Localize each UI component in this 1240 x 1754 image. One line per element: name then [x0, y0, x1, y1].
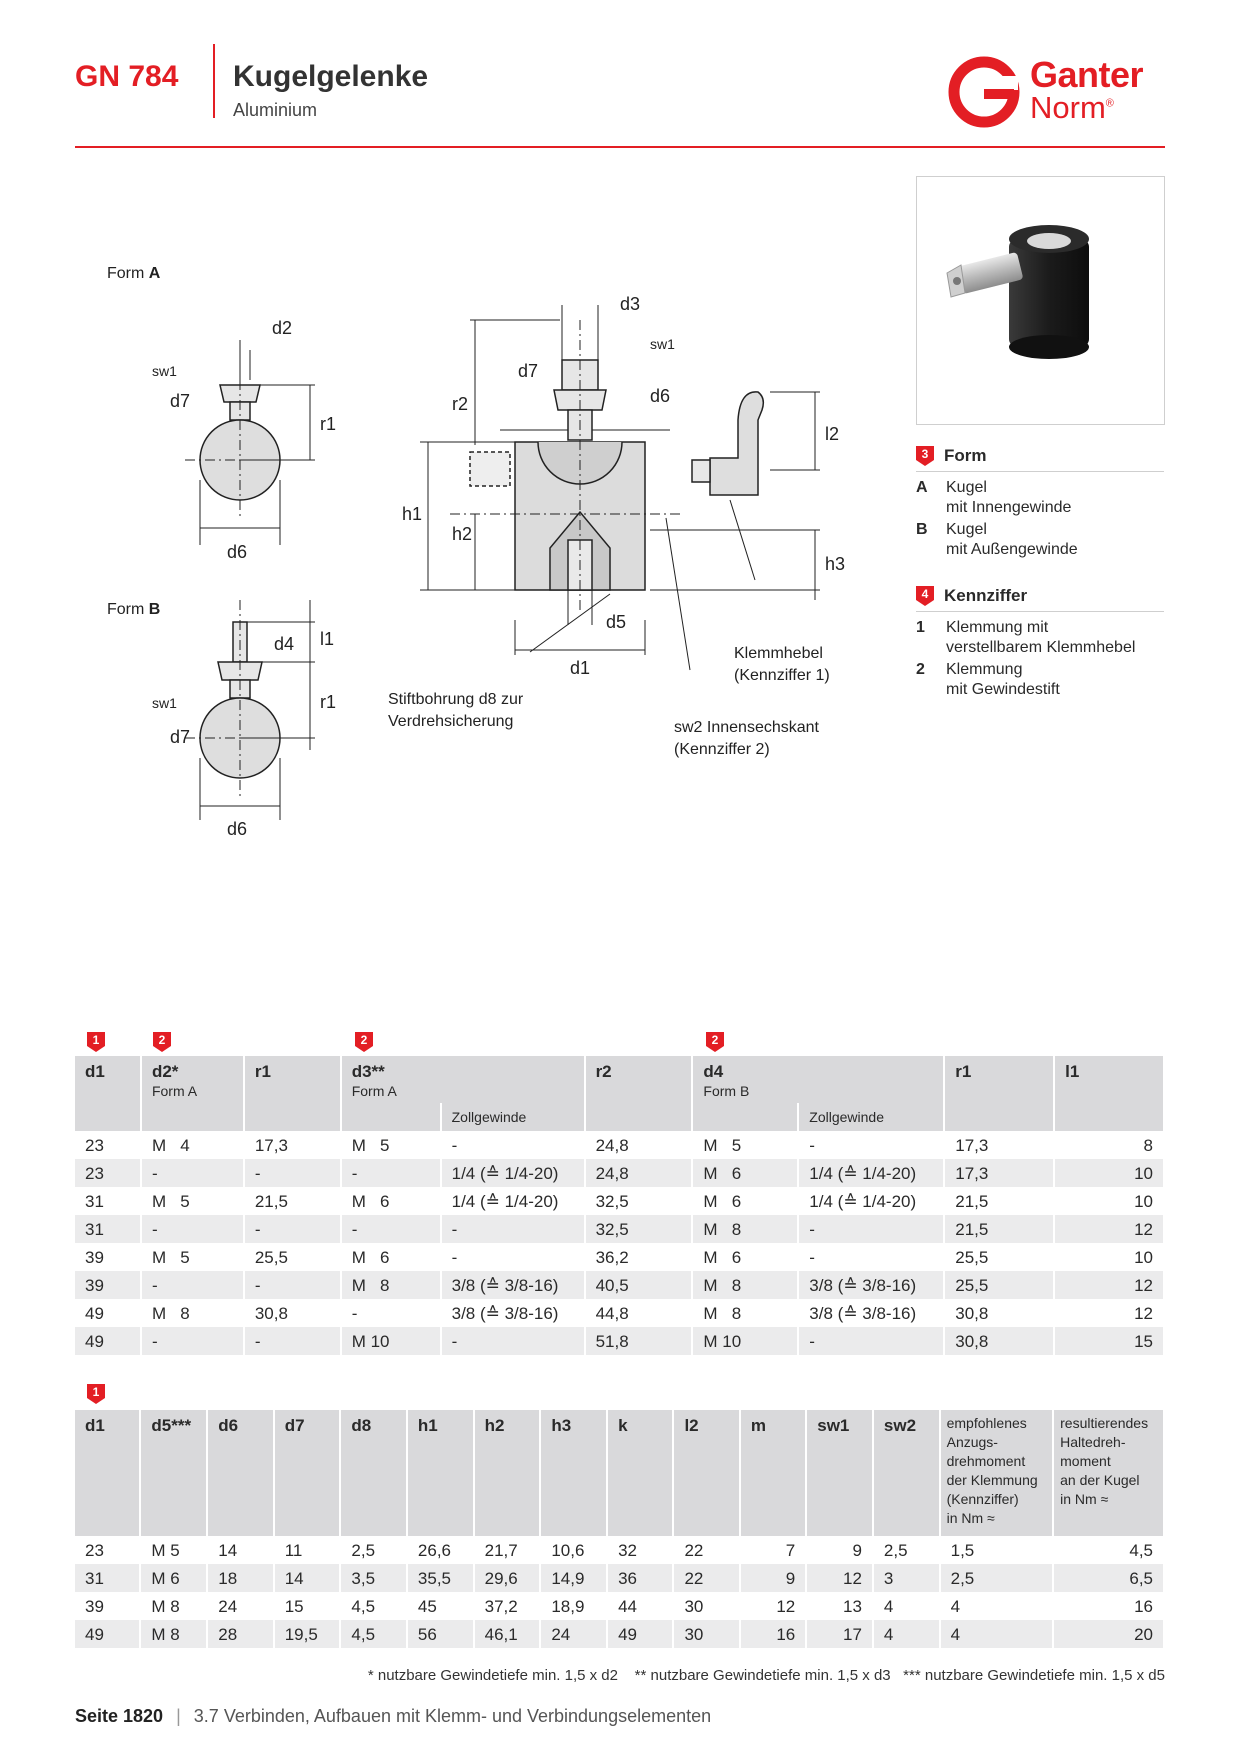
table-cell: M 6: [140, 1564, 207, 1592]
table-cell: 30,8: [944, 1327, 1054, 1355]
table-cell: -: [141, 1271, 244, 1299]
col-d3: d3** Form A: [341, 1056, 585, 1103]
table-row: [75, 1243, 1164, 1271]
table-cell: 30: [673, 1592, 739, 1620]
col2-d5: d5***: [140, 1410, 207, 1536]
table-cell: 8: [1054, 1131, 1164, 1159]
table-cell: -: [244, 1327, 341, 1355]
table-cell: M 5: [141, 1187, 244, 1215]
table-cell: 12: [1054, 1299, 1164, 1327]
table-cell: 21,5: [944, 1215, 1054, 1243]
brand-name-line1: Ganter: [1030, 54, 1144, 95]
table-cell: 25,5: [244, 1243, 341, 1271]
table-cell: M 6: [341, 1243, 441, 1271]
table-cell: 36: [607, 1564, 673, 1592]
legend-item: A Kugel mit Innengewinde: [916, 479, 1072, 516]
table-cell: 2,5: [873, 1536, 940, 1564]
table-cell: 1/4 (≙ 1/4-20): [798, 1187, 944, 1215]
table-cell: 39: [75, 1592, 140, 1620]
table-cell: 4,5: [1053, 1536, 1164, 1564]
table-cell: 17: [806, 1620, 873, 1648]
leader-line: [530, 594, 610, 652]
dim-label-h1: h1: [402, 504, 423, 524]
dim-label-d2: d2: [272, 318, 293, 338]
table-cell: 1/4 (≙ 1/4-20): [441, 1187, 585, 1215]
table-cell: M 8: [141, 1299, 244, 1327]
table-cell: 17,3: [944, 1159, 1054, 1187]
table-cell: 30,8: [244, 1299, 341, 1327]
callout-stiftbohrung-line2: Verdrehsicherung: [388, 713, 514, 730]
legend-kennziffer-header: [916, 586, 1164, 612]
callout-klemmhebel-line2: (Kennziffer 1): [734, 667, 830, 684]
col-d4-metric: [692, 1103, 798, 1131]
table-cell: M 5: [140, 1536, 207, 1564]
table-cell: 56: [407, 1620, 474, 1648]
dim-label-sw1: sw1: [152, 363, 177, 379]
marker-badge-icon: 1: [87, 1032, 105, 1052]
table-cell: 4: [940, 1620, 1054, 1648]
table-cell: 10: [1054, 1187, 1164, 1215]
col2-h2: h2: [474, 1410, 541, 1536]
table-cell: 14: [274, 1564, 341, 1592]
col-l1: l1: [1054, 1056, 1164, 1131]
col2-d8: d8: [340, 1410, 407, 1536]
page-subtitle: Aluminium: [233, 100, 318, 120]
table-cell: 3/8 (≙ 3/8-16): [441, 1271, 585, 1299]
table1-badge: [706, 1032, 734, 1057]
col2-d1: d1: [75, 1410, 140, 1536]
table-cell: 3/8 (≙ 3/8-16): [441, 1299, 585, 1327]
table-cell: 4,5: [340, 1592, 407, 1620]
table-cell: 4,5: [340, 1620, 407, 1648]
footnote-2: ** nutzbare Gewindetiefe min. 1,5 x d3: [634, 1667, 891, 1684]
table-cell: 16: [1053, 1592, 1164, 1620]
col-d2: d2* Form A: [141, 1056, 244, 1131]
col2-sw2: sw2: [873, 1410, 940, 1536]
table-cell: 12: [740, 1592, 806, 1620]
table-cell: M 10: [341, 1327, 441, 1355]
col-r2: r2: [585, 1056, 693, 1131]
table1-body: [75, 1131, 1164, 1355]
table-cell: 11: [274, 1536, 341, 1564]
table-cell: 30: [673, 1620, 739, 1648]
dim-label-r2: r2: [452, 394, 469, 414]
table-cell: -: [441, 1215, 585, 1243]
table-cell: M 4: [141, 1131, 244, 1159]
col2-torque-ball: resultierendes Haltedreh- moment an der Kugel in Nm ≈: [1053, 1410, 1164, 1536]
table-cell: 18: [207, 1564, 273, 1592]
table-cell: 22: [673, 1564, 739, 1592]
table-cell: 21,5: [244, 1187, 341, 1215]
col2-d6: d6: [207, 1410, 273, 1536]
table-cell: -: [341, 1215, 441, 1243]
table-cell: 30,8: [944, 1299, 1054, 1327]
dim-label-l1: l1: [320, 629, 335, 649]
col2-k: k: [607, 1410, 673, 1536]
dimensions-table-2: [75, 1410, 1165, 1648]
col-r1b: r1: [944, 1056, 1054, 1131]
table-cell: -: [441, 1243, 585, 1271]
table-cell: 31: [75, 1564, 140, 1592]
technical-drawings: [90, 265, 890, 920]
table-cell: 49: [75, 1620, 140, 1648]
table-cell: M 5: [341, 1131, 441, 1159]
dim-label-d1: d1: [570, 658, 591, 678]
table-cell: 13: [806, 1592, 873, 1620]
dim-label-r1: r1: [320, 414, 337, 434]
table-cell: 3/8 (≙ 3/8-16): [798, 1271, 944, 1299]
table-cell: -: [341, 1299, 441, 1327]
table-cell: 32: [607, 1536, 673, 1564]
table-cell: 49: [75, 1299, 141, 1327]
dim-label-d6-main: d6: [650, 386, 671, 406]
table-cell: 14,9: [540, 1564, 607, 1592]
table-row: [75, 1327, 1164, 1355]
table-cell: 31: [75, 1215, 141, 1243]
marker-badge-icon: 2: [706, 1032, 724, 1052]
dim-label-r1-b: r1: [320, 692, 337, 712]
dim-label-sw1-main: sw1: [650, 336, 675, 352]
page-number: Seite 1820: [75, 1706, 164, 1726]
table1-badge: [153, 1032, 181, 1057]
table-cell: 37,2: [474, 1592, 541, 1620]
table-cell: M 8: [692, 1271, 798, 1299]
table-cell: 44,8: [585, 1299, 693, 1327]
table-cell: -: [798, 1215, 944, 1243]
table-cell: -: [798, 1327, 944, 1355]
table-cell: 23: [75, 1131, 141, 1159]
dim-label-d6: d6: [227, 542, 248, 562]
table-cell: 22: [673, 1536, 739, 1564]
legend-item: 2 Klemmung mit Gewindestift: [916, 661, 1060, 698]
table-row: [75, 1564, 1164, 1592]
callout-klemmhebel-line1: Klemmhebel: [734, 645, 823, 662]
table-cell: 31: [75, 1187, 141, 1215]
col2-l2: l2: [673, 1410, 739, 1536]
table1-badge: [355, 1032, 383, 1057]
table-cell: 17,3: [944, 1131, 1054, 1159]
legend-item: B Kugel mit Außengewinde: [916, 521, 1078, 558]
dim-label-d7-b: d7: [170, 727, 191, 747]
legend-item: 1 Klemmung mit verstellbarem Klemmhebel: [916, 619, 1136, 656]
ganter-logo-icon: [948, 56, 1020, 128]
table-cell: 3,5: [340, 1564, 407, 1592]
table-cell: M 10: [692, 1327, 798, 1355]
callout-stiftbohrung-line1: Stiftbohrung d8 zur: [388, 691, 524, 708]
table-cell: 10: [1054, 1243, 1164, 1271]
table1-badge: [87, 1032, 115, 1057]
table-cell: 3/8 (≙ 3/8-16): [798, 1299, 944, 1327]
table-cell: 3: [873, 1564, 940, 1592]
col-d3-zoll: Zollgewinde: [441, 1103, 585, 1131]
callout-sw2-line2: (Kennziffer 2): [674, 741, 770, 758]
table-cell: 1/4 (≙ 1/4-20): [798, 1159, 944, 1187]
marker-badge-icon: 1: [87, 1384, 105, 1404]
table-cell: 4: [940, 1592, 1054, 1620]
col-d4: d4 Form B: [692, 1056, 944, 1103]
table-cell: 15: [1054, 1327, 1164, 1355]
table-cell: 24,8: [585, 1131, 693, 1159]
leader-line: [730, 500, 755, 580]
col-d3-metric: [341, 1103, 441, 1131]
legend-form-title: Form: [944, 446, 987, 465]
table-cell: -: [141, 1159, 244, 1187]
table-row: [75, 1271, 1164, 1299]
table-cell: 24: [207, 1592, 273, 1620]
dim-label-d4: d4: [274, 634, 295, 654]
col-d1: d1: [75, 1056, 141, 1131]
table-cell: 44: [607, 1592, 673, 1620]
table-cell: M 8: [140, 1620, 207, 1648]
table-cell: 36,2: [585, 1243, 693, 1271]
table-cell: 25,5: [944, 1271, 1054, 1299]
table-cell: -: [341, 1159, 441, 1187]
table-cell: 20: [1053, 1620, 1164, 1648]
table-cell: M 8: [140, 1592, 207, 1620]
dim-label-d5: d5: [606, 612, 627, 632]
header-rule: [75, 146, 1165, 148]
dimensions-table-1: [75, 1056, 1165, 1355]
table-cell: 12: [1054, 1271, 1164, 1299]
table-cell: 29,6: [474, 1564, 541, 1592]
legend-kennziffer-title: Kennziffer: [944, 586, 1028, 605]
table-cell: 51,8: [585, 1327, 693, 1355]
table-cell: 18,9: [540, 1592, 607, 1620]
col2-sw1: sw1: [806, 1410, 873, 1536]
table-cell: M 5: [692, 1131, 798, 1159]
col2-h3: h3: [540, 1410, 607, 1536]
table-cell: -: [441, 1327, 585, 1355]
table-cell: 45: [407, 1592, 474, 1620]
table-cell: 12: [1054, 1215, 1164, 1243]
table-cell: M 6: [341, 1187, 441, 1215]
product-code: GN 784: [75, 60, 179, 93]
table-cell: M 8: [692, 1299, 798, 1327]
table-cell: -: [441, 1131, 585, 1159]
table-cell: 28: [207, 1620, 273, 1648]
dim-label-h3: h3: [825, 554, 846, 574]
table-cell: 12: [806, 1564, 873, 1592]
dim-label-d6-b: d6: [227, 819, 248, 839]
table-cell: -: [244, 1271, 341, 1299]
table-cell: 17,3: [244, 1131, 341, 1159]
form-a-label: Form A: [107, 265, 161, 282]
table-cell: 35,5: [407, 1564, 474, 1592]
table-cell: 6,5: [1053, 1564, 1164, 1592]
table-cell: 23: [75, 1159, 141, 1187]
dim-label-l2: l2: [825, 424, 840, 444]
col2-torque-clamp: empfohlenes Anzugs- drehmoment der Klemmung (Kennziffer) in Nm ≈: [940, 1410, 1054, 1536]
col2-m: m: [740, 1410, 806, 1536]
table-cell: 32,5: [585, 1215, 693, 1243]
table-cell: 1/4 (≙ 1/4-20): [441, 1159, 585, 1187]
table-cell: 10,6: [540, 1536, 607, 1564]
table-cell: 16: [740, 1620, 806, 1648]
page-title: Kugelgelenke: [233, 60, 429, 93]
table-row: [75, 1592, 1164, 1620]
dim-label-sw1-b: sw1: [152, 695, 177, 711]
ball-joint-illustration-icon: [917, 177, 1164, 424]
table-cell: -: [798, 1243, 944, 1271]
table-cell: 32,5: [585, 1187, 693, 1215]
footnote-1: * nutzbare Gewindetiefe min. 1,5 x d2: [367, 1667, 618, 1684]
marker-badge-icon: 2: [355, 1032, 373, 1052]
clamp-lever-drawing: [650, 392, 820, 600]
dim-label-h2: h2: [452, 524, 473, 544]
table-cell: 23: [75, 1536, 140, 1564]
col-d4-zoll: Zollgewinde: [798, 1103, 944, 1131]
table-cell: 21,5: [944, 1187, 1054, 1215]
table2-body: [75, 1536, 1164, 1648]
dim-label-d7: d7: [170, 391, 191, 411]
form-a-drawing: [185, 340, 315, 545]
marker-badge-icon: 4: [916, 586, 934, 606]
marker-badge-icon: 3: [916, 446, 934, 466]
col-r1: r1: [244, 1056, 341, 1131]
table-row: [75, 1159, 1164, 1187]
legend-form: [916, 446, 1164, 562]
table-cell: 26,6: [407, 1536, 474, 1564]
table-cell: 46,1: [474, 1620, 541, 1648]
table-cell: -: [244, 1159, 341, 1187]
table-cell: 15: [274, 1592, 341, 1620]
table-cell: 25,5: [944, 1243, 1054, 1271]
dim-label-d7-main: d7: [518, 361, 539, 381]
marker-badge-icon: 2: [153, 1032, 171, 1052]
form-b-drawing: [185, 600, 315, 820]
table-cell: 7: [740, 1536, 806, 1564]
table-row: [75, 1620, 1164, 1648]
brand-name-line2: Norm®: [1030, 90, 1114, 125]
col2-h1: h1: [407, 1410, 474, 1536]
table-cell: 2,5: [940, 1564, 1054, 1592]
table-cell: M 6: [692, 1159, 798, 1187]
table-cell: 24: [540, 1620, 607, 1648]
table-row: [75, 1299, 1164, 1327]
legend-kennziffer: [916, 586, 1164, 702]
table-cell: 24,8: [585, 1159, 693, 1187]
table-cell: M 5: [141, 1243, 244, 1271]
legend-form-header: [916, 446, 1164, 472]
callout-sw2-line1: sw2 Innensechskant: [674, 719, 819, 736]
dim-label-d3: d3: [620, 294, 641, 314]
table-cell: 40,5: [585, 1271, 693, 1299]
table-row: [75, 1536, 1164, 1564]
footnote-3: *** nutzbare Gewindetiefe min. 1,5 x d5: [903, 1667, 1165, 1684]
product-photo: [916, 176, 1165, 425]
main-body-drawing: [420, 305, 680, 655]
leader-line: [666, 518, 690, 670]
col2-d7: d7: [274, 1410, 341, 1536]
section-title: 3.7 Verbinden, Aufbauen mit Klemm- und Verbindungselementen: [193, 1706, 712, 1726]
table-cell: -: [141, 1215, 244, 1243]
table-cell: -: [141, 1327, 244, 1355]
table-cell: 21,7: [474, 1536, 541, 1564]
table-cell: M 8: [341, 1271, 441, 1299]
table-cell: 14: [207, 1536, 273, 1564]
table-cell: 4: [873, 1592, 940, 1620]
header-divider: [213, 44, 215, 118]
table-cell: 39: [75, 1271, 141, 1299]
table-row: [75, 1187, 1164, 1215]
table-cell: 1,5: [940, 1536, 1054, 1564]
table-row: [75, 1215, 1164, 1243]
table-cell: 9: [806, 1536, 873, 1564]
table-cell: 39: [75, 1243, 141, 1271]
table-cell: 10: [1054, 1159, 1164, 1187]
table-cell: 19,5: [274, 1620, 341, 1648]
table-cell: M 8: [692, 1215, 798, 1243]
table-cell: 2,5: [340, 1536, 407, 1564]
footnotes: [0, 1667, 1165, 1684]
table-cell: 9: [740, 1564, 806, 1592]
table-cell: 4: [873, 1620, 940, 1648]
table-cell: 49: [75, 1327, 141, 1355]
table-cell: M 6: [692, 1187, 798, 1215]
table-row: [75, 1131, 1164, 1159]
table-cell: M 6: [692, 1243, 798, 1271]
table-cell: -: [798, 1131, 944, 1159]
table-cell: -: [244, 1215, 341, 1243]
page-footer: Seite 1820 | 3.7 Verbinden, Aufbauen mit Klemm- und Verbindungselementen: [75, 1706, 712, 1726]
table-cell: 49: [607, 1620, 673, 1648]
table2-badge: [87, 1384, 115, 1409]
form-b-label: Form B: [107, 601, 161, 618]
